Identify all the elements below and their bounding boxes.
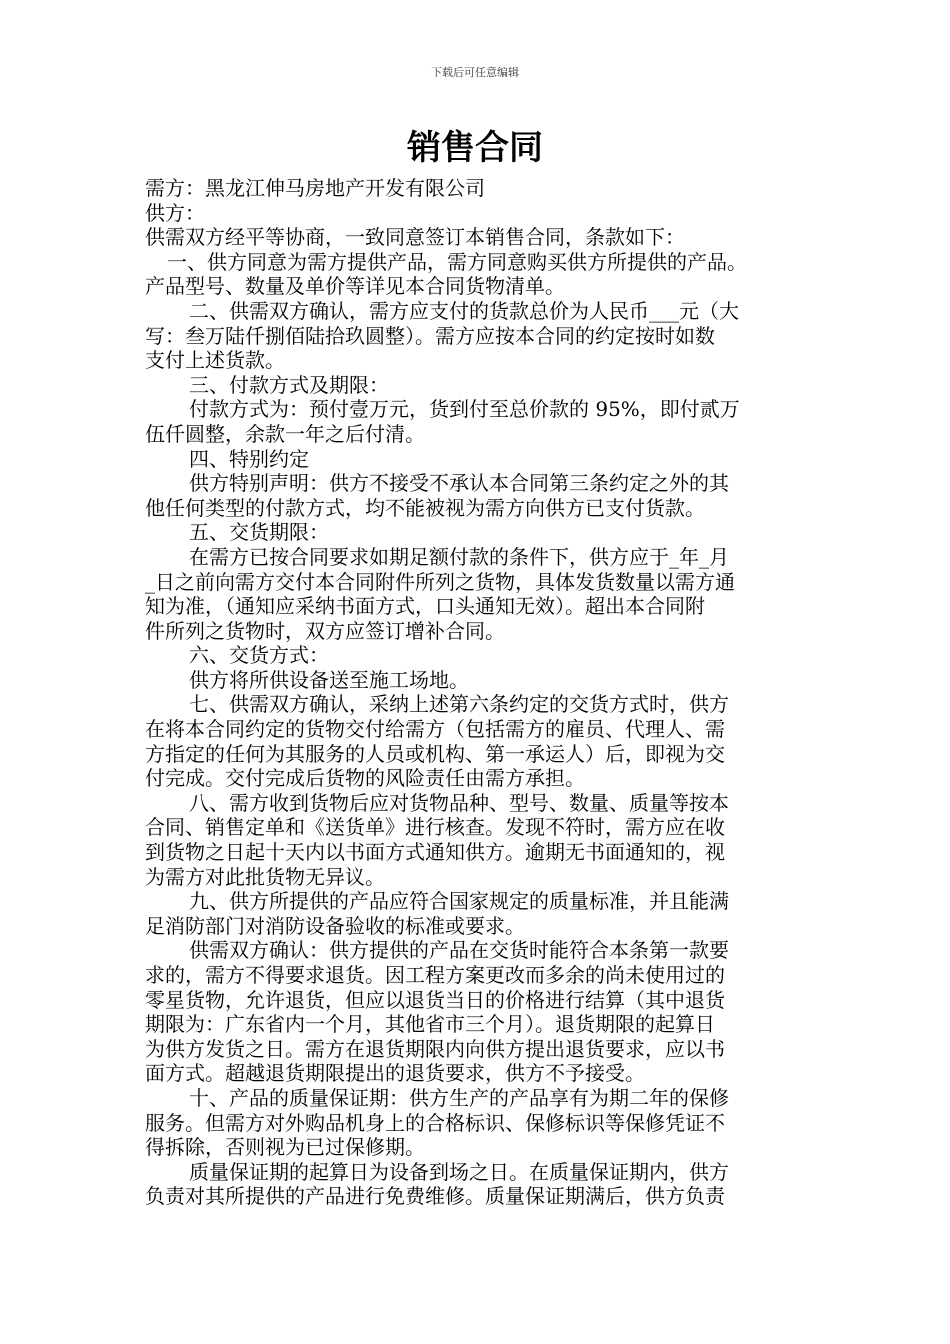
text-line: 五、交货期限： xyxy=(189,520,329,545)
text-line: 为需方对此批货物无异议。 xyxy=(145,864,385,889)
text-line: 负责对其所提供的产品进行免费维修。质量保证期满后，供方负责 xyxy=(145,1184,725,1209)
text-line: 写：叁万陆仟捌佰陆拾玖圆整）。需方应按本合同的约定按时如数 xyxy=(145,323,715,348)
text-line: 一、供方同意为需方提供产品，需方同意购买供方所提供的产品。 xyxy=(167,249,747,274)
text-line: 四、特别约定 xyxy=(189,446,309,471)
text-line: 十、产品的质量保证期：供方生产的产品享有为期二年的保修 xyxy=(189,1085,729,1110)
text-line: 在将本合同约定的货物交付给需方（包括需方的雇员、代理人、需 xyxy=(145,717,725,742)
text-line: 供需双方确认：供方提供的产品在交货时能符合本条第一款要 xyxy=(189,938,729,963)
text-line: 六、交货方式： xyxy=(189,643,329,668)
text-line: 得拆除，否则视为已过保修期。 xyxy=(145,1135,425,1160)
text-line: 供需双方经平等协商，一致同意签订本销售合同，条款如下： xyxy=(145,225,685,250)
text-line: 支付上述货款。 xyxy=(145,348,285,373)
text-line: 付完成。交付完成后货物的风险责任由需方承担。 xyxy=(145,766,585,791)
text-line: _日之前向需方交付本合同附件所列之货物，具体发货数量以需方通 xyxy=(145,569,735,594)
text-line: 到货物之日起十天内以书面方式通知供方。逾期无书面通知的，视 xyxy=(145,840,725,865)
text-line: 足消防部门对消防设备验收的标准或要求。 xyxy=(145,913,525,938)
document-title: 销售合同 xyxy=(407,128,543,168)
text-line: 二、供需双方确认，需方应支付的货款总价为人民币___元（大 xyxy=(189,298,739,323)
text-line: 期限为：广东省内一个月，其他省市三个月）。退货期限的起算日 xyxy=(145,1012,715,1037)
text-line: 件所列之货物时，双方应签订增补合同。 xyxy=(145,618,505,643)
text-line: 为供方发货之日。需方在退货期限内向供方提出退货要求，应以书 xyxy=(145,1036,725,1061)
text-line: 质量保证期的起算日为设备到场之日。在质量保证期内，供方 xyxy=(189,1159,729,1184)
text-line: 在需方已按合同要求如期足额付款的条件下，供方应于_年_月 xyxy=(189,544,729,569)
text-line: 付款方式为：预付壹万元，货到付至总价款的 95%，即付贰万 xyxy=(189,397,740,422)
text-line: 伍仟圆整，余款一年之后付清。 xyxy=(145,421,425,446)
text-line: 服务。但需方对外购品机身上的合格标识、保修标识等保修凭证不 xyxy=(145,1110,725,1135)
text-line: 供方将所供设备送至施工场地。 xyxy=(189,667,469,692)
text-line: 他任何类型的付款方式，均不能被视为需方向供方已支付货款。 xyxy=(145,495,705,520)
text-line: 供方： xyxy=(145,200,205,225)
text-line: 三、付款方式及期限： xyxy=(189,372,389,397)
text-line: 八、需方收到货物后应对货物品种、型号、数量、质量等按本 xyxy=(189,790,729,815)
text-line: 求的，需方不得要求退货。因工程方案更改而多余的尚未使用过的 xyxy=(145,963,725,987)
text-line: 合同、销售定单和《送货单》进行核查。发现不符时，需方应在收 xyxy=(145,815,725,840)
contract-body xyxy=(145,176,811,1209)
text-line: 知为准，（通知应采纳书面方式，口头通知无效）。超出本合同附 xyxy=(145,594,705,619)
text-line: 零星货物，允许退货，但应以退货当日的价格进行结算（其中退货 xyxy=(145,987,725,1012)
text-line: 面方式。超越退货期限提出的退货要求，供方不予接受。 xyxy=(145,1061,645,1086)
text-line: 九、供方所提供的产品应符合国家规定的质量标准，并且能满 xyxy=(189,889,729,914)
text-line: 产品型号、数量及单价等详见本合同货物清单。 xyxy=(145,274,565,299)
text-line: 供方特别声明：供方不接受不承认本合同第三条约定之外的其 xyxy=(189,471,729,496)
text-line: 七、供需双方确认，采纳上述第六条约定的交货方式时，供方 xyxy=(189,692,729,717)
text-line: 方指定的任何为其服务的人员或机构、第一承运人）后，即视为交 xyxy=(145,741,725,766)
text-line: 需方：黑龙江伸马房地产开发有限公司 xyxy=(145,176,485,200)
header-note: 下载后可任意编辑 xyxy=(431,66,519,79)
